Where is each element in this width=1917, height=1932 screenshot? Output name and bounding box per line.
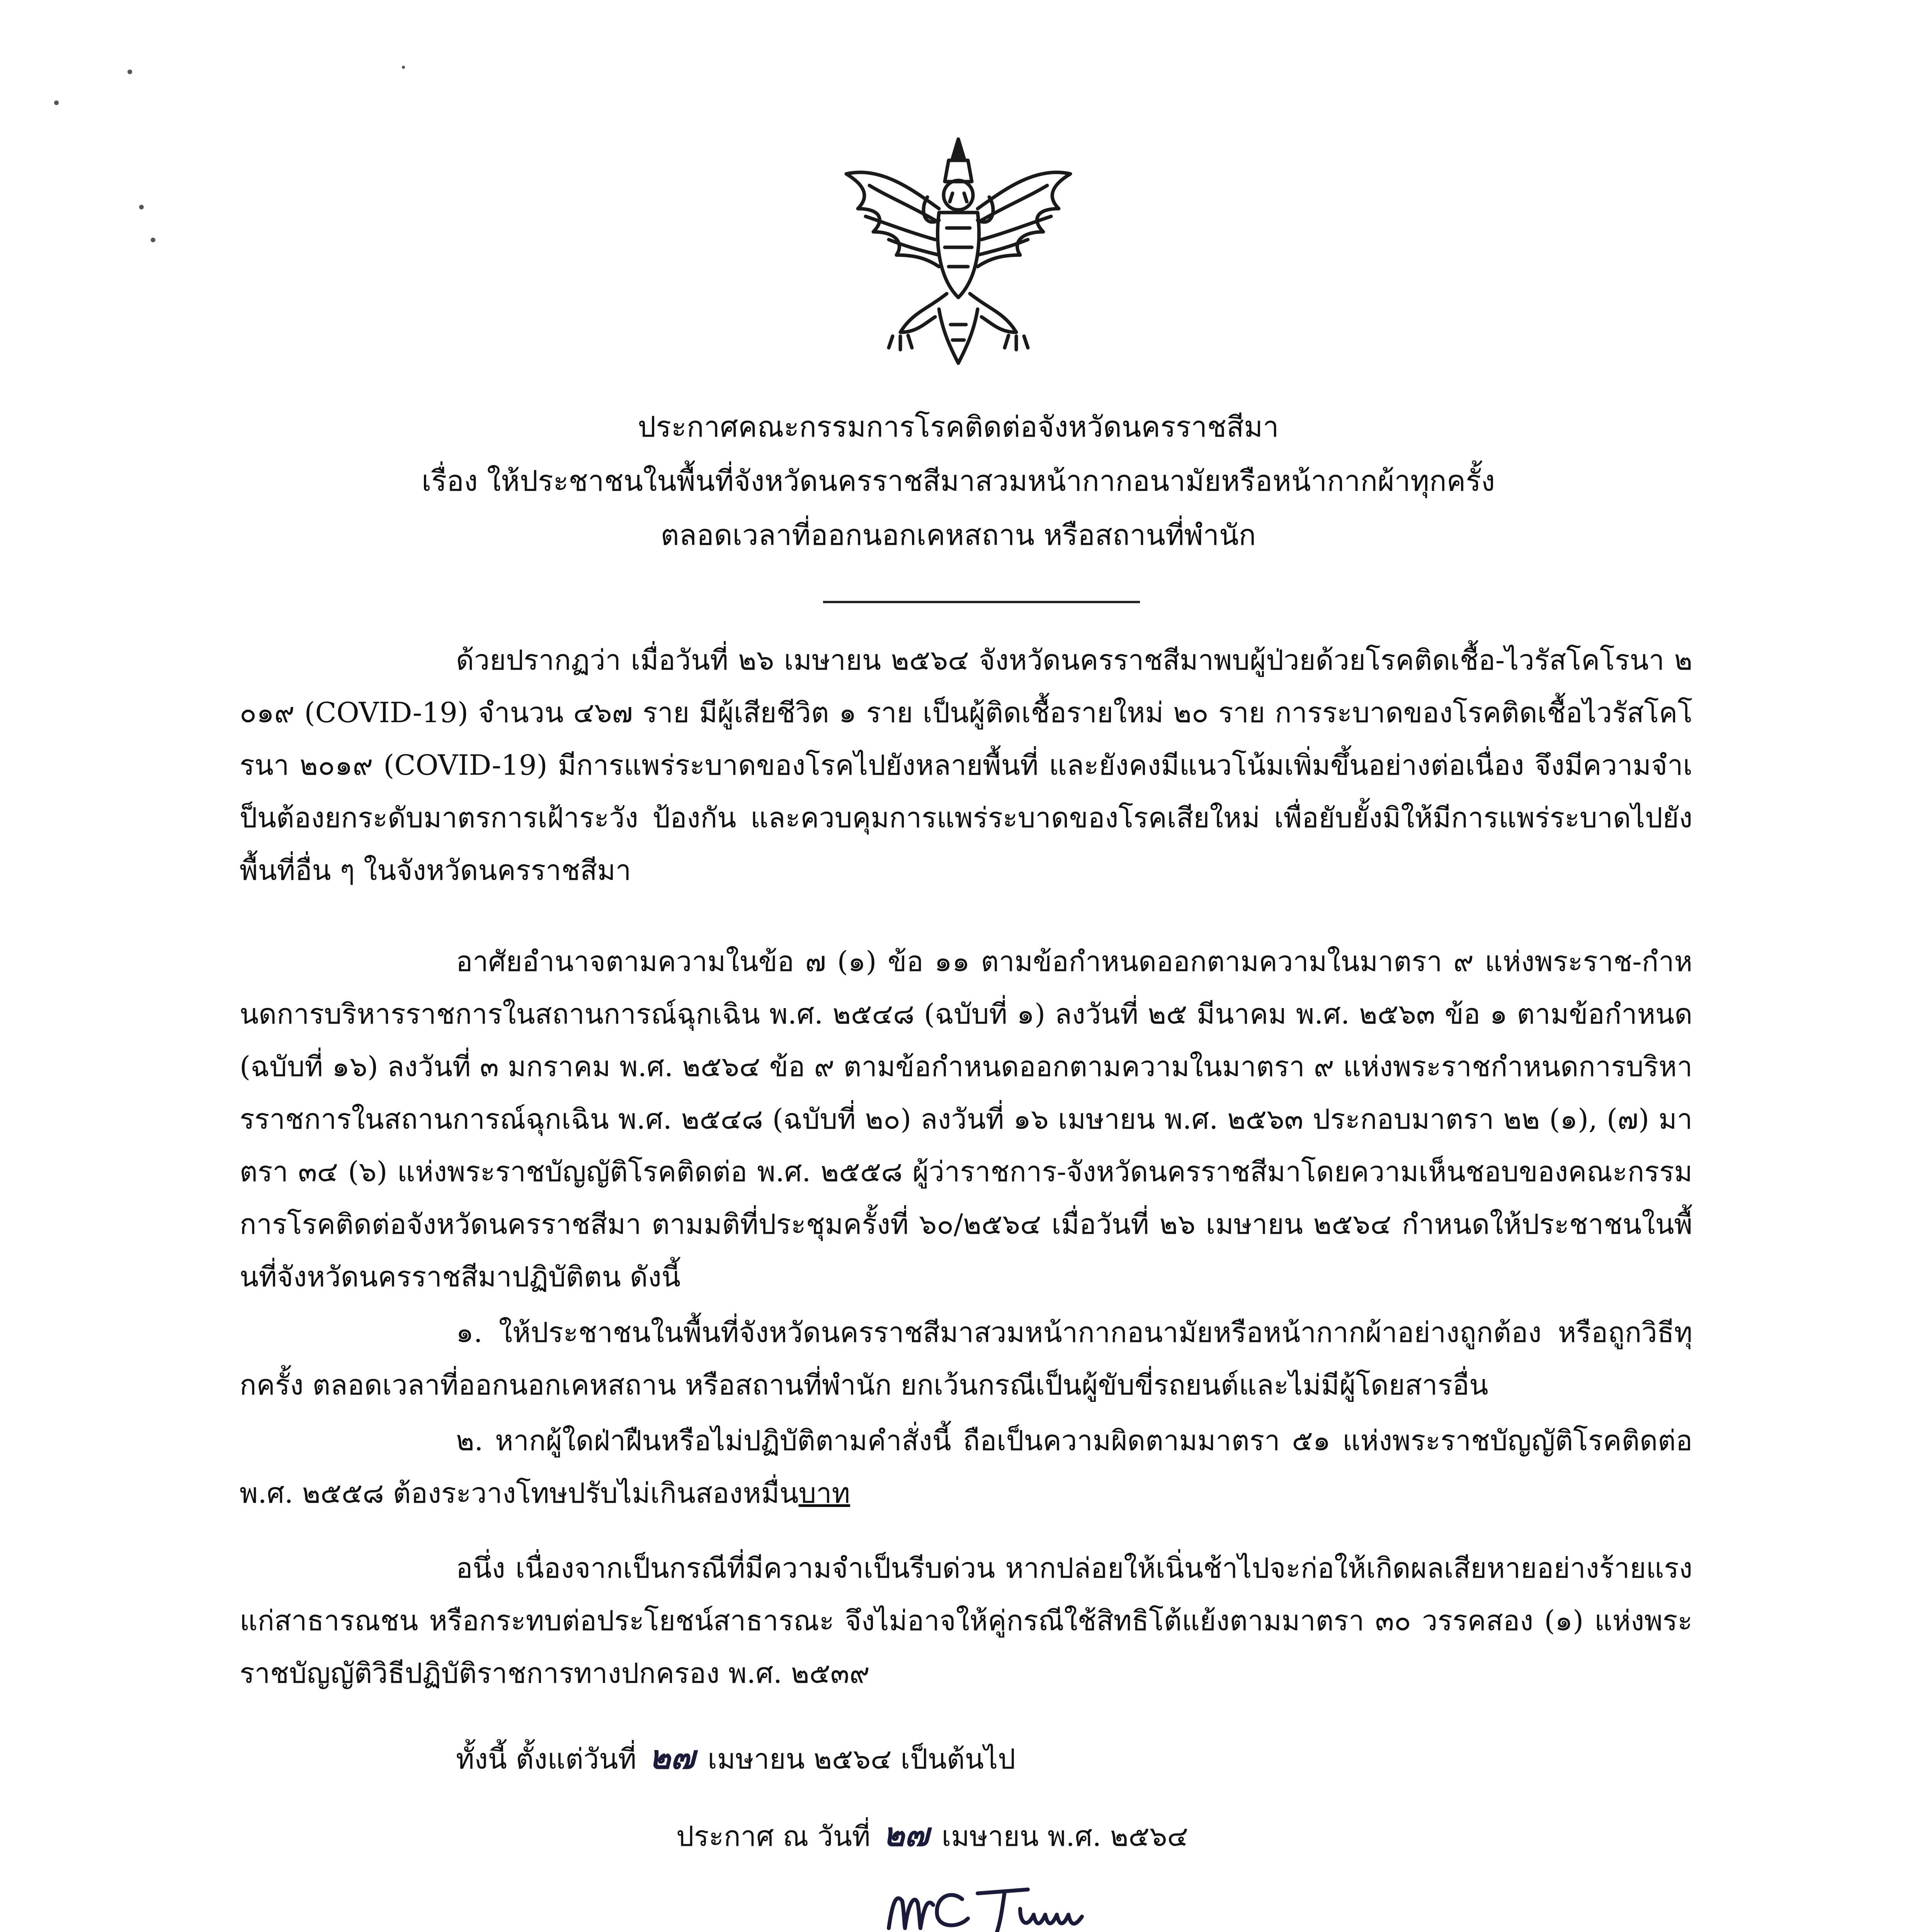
announcement-title: ประกาศคณะกรรมการโรคติดต่อจังหวัดนครราชสีมา xyxy=(638,410,1279,444)
effective-day-handwritten: ๒๗ xyxy=(649,1738,695,1776)
announcement-subject: เรื่อง ให้ประชาชนในพื้นที่จังหวัดนครราชสีมาสวมหน้ากากอนามัยหรือหน้ากากผ้าทุกครั้ง xyxy=(422,464,1495,498)
paragraph-3-text: อนึ่ง เนื่องจากเป็นกรณีที่มีความจำเป็นรีบด่วน หากปล่อยให้เนิ่นช้าไปจะก่อให้เกิดผลเสียหายอย่างร้ายแรงแก่สาธารณชน หรือกระทบต่อประโยชน์สาธารณะ จึงไม่อาจให้คู่กรณีใช้สิทธิโต้แย้งตามมาตรา ๓๐ วรรคสอง (๑) แห่งพระราชบัญญัติวิธีปฏิบัติราชการทางปกครอง พ.ศ. ๒๕๓๙ xyxy=(240,1552,1693,1689)
effective-date-line xyxy=(456,1731,1015,1785)
scan-speck xyxy=(151,238,155,242)
paragraph-2-text: อาศัยอำนาจตามความในข้อ ๗ (๑) ข้อ ๑๑ ตามข้อกำหนดออกตามความในมาตรา ๙ แห่งพระราช-กำหนดการบริหารราชการในสถานการณ์ฉุกเฉิน พ.ศ. ๒๕๔๘ (ฉบับที่ ๑) ลงวันที่ ๒๕ มีนาคม พ.ศ. ๒๕๖๓ ข้อ ๑ ตามข้อกำหนด (ฉบับที่ ๑๖) ลงวันที่ ๓ มกราคม พ.ศ. ๒๕๖๔ ข้อ ๙ ตามข้อกำหนดออกตามความในมาตรา ๙ แห่งพระราชกำหนดการบริหารราชการในสถานการณ์ฉุกเฉิน พ.ศ. ๒๕๔๘ (ฉบับที่ ๒๐) ลงวันที่ ๑๖ เมษายน พ.ศ. ๒๕๖๓ ประกอบมาตรา ๒๒ (๑), (๗) มาตรา ๓๔ (๖) แห่งพระราชบัญญัติโรคติดต่อ พ.ศ. ๒๕๕๘ ผู้ว่าราชการ-จังหวัดนครราชสีมาโดยความเห็นชอบของคณะกรรมการโรคติดต่อจังหวัดนครราชสีมา ตามมติที่ประชุมครั้งที่ ๖๐/๒๕๖๔ เมื่อวันที่ ๒๖ เมษายน ๒๕๖๔ กำหนดให้ประชาชนในพื้นที่จังหวัดนครราชสีมาปฏิบัติตน ดังนี้ xyxy=(240,945,1692,1293)
scan-speck xyxy=(54,100,59,105)
scan-speck xyxy=(139,205,144,209)
order-item-2 xyxy=(240,1414,1692,1519)
announced-date-line xyxy=(676,1808,1188,1862)
scan-speck xyxy=(128,70,132,74)
scan-speck xyxy=(402,66,405,69)
effective-suffix: เมษายน ๒๕๖๔ เป็นต้นไป xyxy=(708,1743,1015,1775)
announced-day-handwritten: ๒๗ xyxy=(883,1816,929,1854)
order-item-1-text: ๑. ให้ประชาชนในพื้นที่จังหวัดนครราชสีมาสวมหน้ากากอนามัยหรือหน้ากากผ้าอย่างถูกต้อง หรือถูกวิธีทุกครั้ง ตลอดเวลาที่ออกนอกเคหสถาน หรือสถานที่พำนัก ยกเว้นกรณีเป็นผู้ขับขี่รถยนต์และไม่มีผู้โดยสารอื่น xyxy=(240,1316,1692,1401)
body-paragraph-2 xyxy=(240,935,1692,1303)
order-item-2-text: ๒. หากผู้ใดฝ่าฝืนหรือไม่ปฏิบัติตามคำสั่งนี้ ถือเป็นความผิดตามมาตรา ๕๑ แห่งพระราชบัญญัติโรคติดต่อ พ.ศ. ๒๕๕๘ ต้องระวางโทษปรับไม่เกินสองหมื่น xyxy=(240,1424,1692,1509)
handwritten-signature xyxy=(881,1878,1097,1932)
title-divider xyxy=(823,601,1140,603)
announced-prefix: ประกาศ ณ วันที่ xyxy=(676,1820,871,1852)
announcement-subject-line2: ตลอดเวลาที่ออกนอกเคหสถาน หรือสถานที่พำนัก xyxy=(660,519,1256,552)
body-paragraph-1 xyxy=(240,634,1692,896)
body-paragraph-3 xyxy=(240,1542,1692,1699)
garuda-emblem-icon xyxy=(823,131,1094,379)
order-item-2-end: บาท xyxy=(798,1477,850,1509)
effective-prefix: ทั้งนี้ ตั้งแต่วันที่ xyxy=(456,1743,636,1775)
paragraph-1-text: ด้วยปรากฏว่า เมื่อวันที่ ๒๖ เมษายน ๒๕๖๔ จังหวัดนครราชสีมาพบผู้ป่วยด้วยโรคติดเชื้อ-ไวรัสโคโรนา ๒๐๑๙ (COVID-19) จำนวน ๔๖๗ ราย มีผู้เสียชีวิต ๑ ราย เป็นผู้ติดเชื้อรายใหม่ ๒๐ ราย การระบาดของโรคติดเชื้อไวรัสโคโรนา ๒๐๑๙ (COVID-19) มีการแพร่ระบาดของโรคไปยังหลายพื้นที่ และยังคงมีแนวโน้มเพิ่มขึ้นอย่างต่อเนื่อง จึงมีความจำเป็นต้องยกระดับมาตรการเฝ้าระวัง ป้องกัน และควบคุมการแพร่ระบาดของโรคเสียใหม่ เพื่อยับยั้งมิให้มีการแพร่ระบาดไปยังพื้นที่อื่น ๆ ในจังหวัดนครราชสีมา xyxy=(240,644,1692,886)
announced-suffix: เมษายน พ.ศ. ๒๕๖๔ xyxy=(941,1820,1189,1852)
order-item-1 xyxy=(240,1306,1692,1411)
